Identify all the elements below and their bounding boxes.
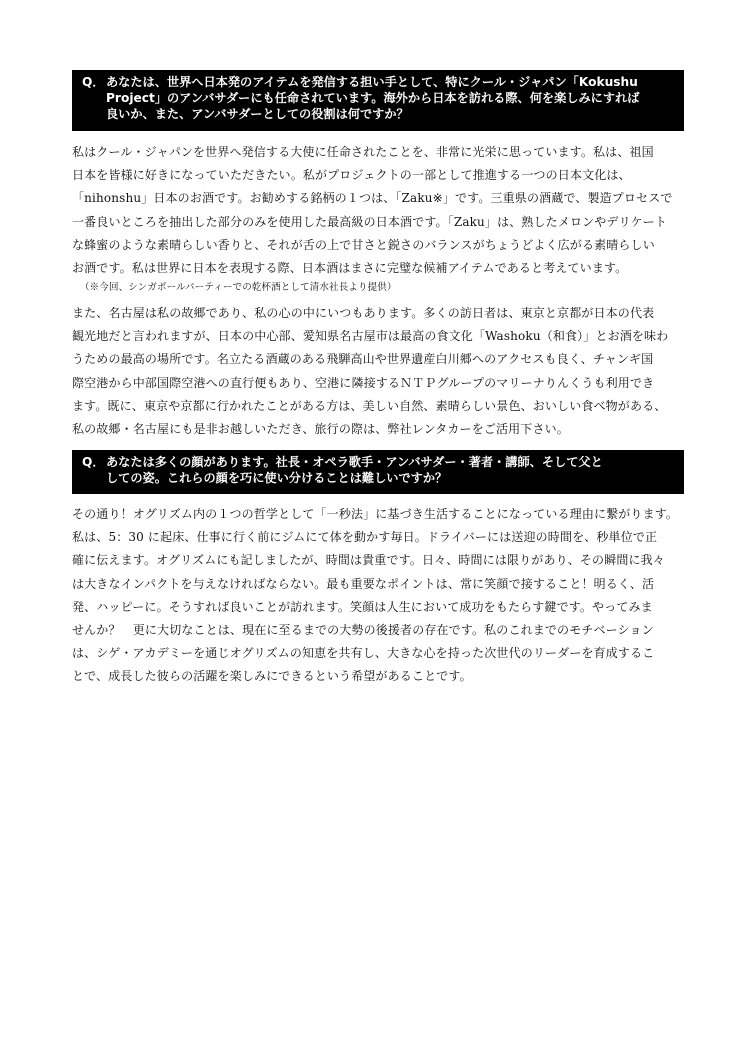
answer-1-paragraph-2	[72, 302, 686, 441]
answer-line: その通り！オグリズム内の１つの哲学として「一秒法」に基づき生活することになっている理由に繋がります。	[72, 507, 679, 521]
answer-line: 観光地だと言われますが、日本の中心部、愛知県名古屋市は最高の食文化「Washoku（和食）」とお酒を味わ	[72, 329, 669, 344]
answer-line: せんか？ 更に大切なことは、現在に至るまでの大勢の後援者の存在です。私のこれまでのモチベーション	[72, 623, 654, 638]
answer-line: 確に伝えます。オグリズムにも記しましたが、時間は貴重です。日々、時間には限りがあり、その瞬間に我々	[72, 553, 665, 568]
question-text: あなたは、世界へ日本発のアイテムを発信する担い手として、特にクール・ジャパン「Kokushu	[106, 75, 638, 89]
answer-line: とで、成長した彼らの活躍を楽しみにできるという希望があることです。	[72, 669, 472, 684]
answer-line: 日本を皆様に好きになっていただきたい。私がプロジェクトの一部として推進する一つの日本文化は、	[72, 168, 631, 183]
question-line	[82, 74, 676, 90]
answer-line: うための最高の場所です。名立たる酒蔵のある飛騨高山や世界遺産白川郷へのアクセスも良く、チャンギ国	[72, 352, 654, 367]
question-line	[82, 90, 676, 106]
question-box-1	[72, 70, 684, 131]
question-text: あなたは多くの顔があります。社長・オペラ歌手・アンバサダー・著者・講師、そして父と	[106, 455, 603, 469]
answer-1-paragraph-1	[72, 141, 686, 296]
answer-2-paragraph	[72, 503, 686, 689]
answer-line: 発、ハッピーに。そうすれば良いことが訪れます。笑顔は人生において成功をもたらす鍵です。やってみま	[72, 599, 653, 614]
question-line	[82, 106, 676, 122]
answer-line: 「nihonshu」日本のお酒です。お勧めする銘柄の１つは、「Zaku※」です。三重県の酒蔵で、製造プロセスで	[72, 191, 673, 206]
answer-line: 私は、5：30 に起床、仕事に行く前にジムにて体を動かす毎日。ドライバーには送迎の時間を、秒単位で正	[72, 530, 658, 545]
question-text: Project」のアンバサダーにも任命されています。海外から日本を訪れる際、何を楽しみにすれば	[106, 91, 640, 105]
answer-line: また、名古屋は私の故郷であり、私の心の中にいつもあります。多くの訪日者は、東京と京都が日本の代表	[72, 306, 655, 320]
question-mark: Q．	[82, 75, 105, 89]
answer-line: な蜂蜜のような素晴らしい香りと、それが舌の上で甘さと鋭さのバランスがちょうどよく広がる素晴らしい	[72, 237, 655, 252]
answer-line: ます。既に、東京や京都に行かれたことがある方は、美しい自然、素晴らしい景色、おいしい食べ物がある、	[72, 398, 667, 413]
answer-line: お酒です。私は世界に日本を表現する際、日本酒はまさに完璧な候補アイテムであると考えています。	[72, 261, 628, 276]
question-mark: Q．	[82, 455, 105, 469]
answer-line: 一番良いところを抽出した部分のみを使用した最高級の日本酒です。「Zaku」は、熟したメロンやデリケート	[72, 214, 667, 229]
question-box-2	[72, 450, 684, 494]
answer-line: 私の故郷・名古屋にも是非お越しいただき、旅行の際は、弊社レンタカーをご活用下さい。	[72, 422, 569, 437]
question-line	[82, 470, 676, 486]
answer-line: は、シゲ・アカデミーを通じオグリズムの知恵を共有し、大きな心を持った次世代のリーダーを育成するこ	[72, 646, 655, 661]
footnote: （※今回、シンガポールパーティーでの乾杯酒として清水社長より提供）	[80, 282, 397, 294]
answer-line: 私はクール・ジャパンを世界へ発信する大使に任命されたことを、非常に光栄に思っています。私は、祖国	[72, 145, 654, 159]
answer-line: 際空港から中部国際空港への直行便もあり、空港に隣接するＮＴＰグループのマリーナりんくうも利用でき	[72, 375, 655, 390]
answer-line: は大きなインパクトを与えなければならない。最も重要なポイントは、常に笑顔で接すること！明るく、活	[72, 576, 655, 591]
question-text: しての姿。これらの顔を巧に使い分けることは難しいですか？	[106, 471, 448, 485]
question-text: 良いか、また、アンバサダーとしての役割は何ですか？	[106, 107, 409, 121]
question-line	[82, 454, 676, 470]
